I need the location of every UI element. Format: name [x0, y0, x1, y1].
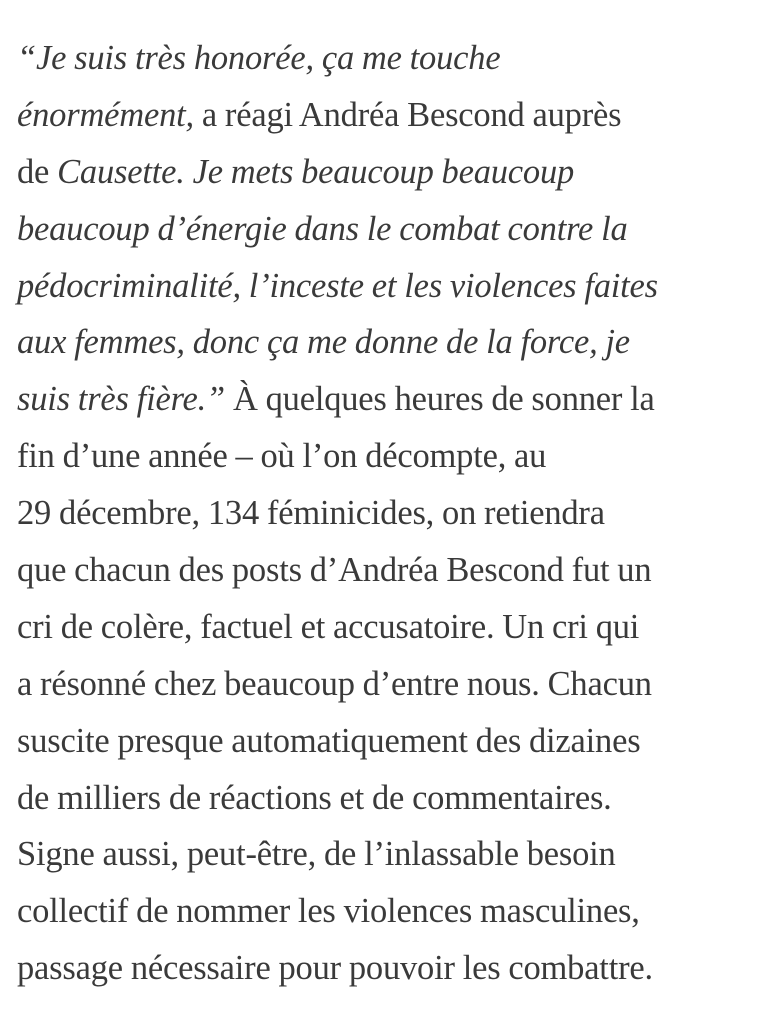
- text-segment: 29 décembre, 134 féminicides, on retiendra: [17, 494, 605, 533]
- paragraph-line: [17, 883, 777, 940]
- text-segment: cri de colère, factuel et accusatoire. Un cri qui: [17, 607, 640, 646]
- paragraph-line: [17, 87, 777, 144]
- text-segment: suscite presque automatiquement des dizaines: [17, 721, 641, 760]
- quote-segment: aux femmes, donc ça me donne de la force, je: [17, 323, 630, 362]
- paragraph-line: [17, 770, 777, 827]
- text-segment: passage nécessaire pour pouvoir les combattre.: [17, 949, 653, 988]
- quote-segment: Causette. Je mets beaucoup beaucoup: [57, 152, 575, 191]
- quote-segment: “Je suis très honorée, ça me touche: [17, 39, 501, 77]
- text-segment: de milliers de réactions et de commentaires.: [17, 778, 612, 817]
- text-segment: a réagi Andréa Bescond auprès: [193, 95, 622, 134]
- text-segment: que chacun des posts d’Andréa Bescond fut un: [17, 551, 652, 590]
- text-segment: À quelques heures de sonner la: [225, 380, 655, 419]
- text-segment: Signe aussi, peut-être, de l’inlassable besoin: [17, 835, 616, 874]
- paragraph-line: [17, 314, 777, 371]
- paragraph-line: [17, 485, 777, 542]
- paragraph-line: [17, 428, 777, 485]
- paragraph-line: [17, 30, 777, 87]
- paragraph-line: [17, 656, 777, 713]
- paragraph-line: [17, 826, 777, 883]
- quote-segment: suis très fière.”: [17, 380, 226, 419]
- paragraph-line: [17, 940, 777, 997]
- quote-segment: beaucoup d’énergie dans le combat contre la: [17, 209, 628, 248]
- text-segment: a résonné chez beaucoup d’entre nous. Chacun: [17, 664, 652, 703]
- quote-segment: pédocriminalité, l’inceste et les violences faites: [17, 266, 658, 305]
- article-paragraph: [17, 30, 777, 997]
- article-body: [17, 30, 777, 997]
- paragraph-line: [17, 144, 777, 201]
- text-segment: collectif de nommer les violences masculines,: [17, 892, 640, 931]
- paragraph-line: [17, 371, 777, 428]
- paragraph-line: [17, 599, 777, 656]
- paragraph-line: [17, 542, 777, 599]
- paragraph-line: [17, 713, 777, 770]
- paragraph-line: [17, 258, 777, 315]
- text-segment: de: [17, 152, 58, 191]
- quote-segment: énormément,: [17, 95, 194, 134]
- text-segment: fin d’une année – où l’on décompte, au: [17, 437, 547, 476]
- paragraph-line: [17, 201, 777, 258]
